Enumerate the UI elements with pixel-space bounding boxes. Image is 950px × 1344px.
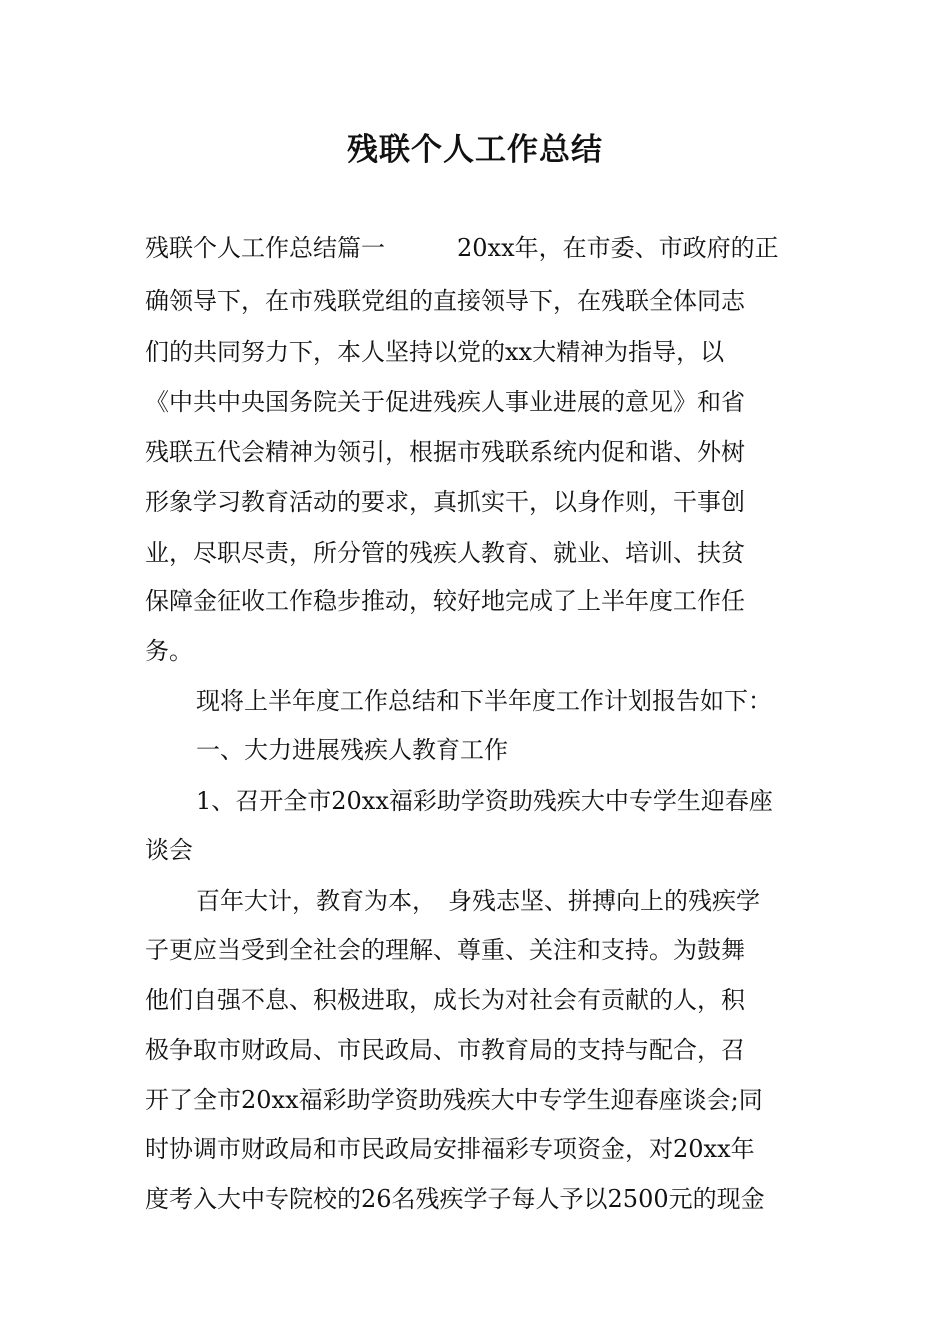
paragraph-line: 业，尽职尽责，所分管的残疾人教育、就业、培训、扶贫 bbox=[145, 539, 745, 567]
section-heading: 一、大力进展残疾人教育工作 bbox=[196, 736, 508, 764]
subsection-heading-cont: 谈会 bbox=[145, 836, 193, 864]
paragraph-line: 极争取市财政局、市民政局、市教育局的支持与配合，召 bbox=[145, 1036, 745, 1064]
paragraph-line: 百年大计，教育为本， 身残志坚、拼搏向上的残疾学 bbox=[196, 887, 760, 915]
paragraph-line: 残联五代会精神为领引，根据市残联系统内促和谐、外树 bbox=[145, 438, 745, 466]
paragraph-line: 务。 bbox=[145, 637, 193, 665]
paragraph-line: 子更应当受到全社会的理解、尊重、关注和支持。为鼓舞 bbox=[145, 936, 745, 964]
subsection-heading: 1、召开全市20xx福彩助学资助残疾大中专学生迎春座 bbox=[196, 787, 773, 815]
paragraph-line: 确领导下，在市残联党组的直接领导下，在残联全体同志 bbox=[145, 287, 745, 315]
paragraph-line: 《中共中央国务院关于促进残疾人事业进展的意见》和省 bbox=[145, 388, 745, 416]
paragraph-line: 开了全市20xx福彩助学资助残疾大中专学生迎春座谈会;同 bbox=[145, 1086, 763, 1114]
paragraph-line: 形象学习教育活动的要求，真抓实干，以身作则，干事创 bbox=[145, 488, 745, 516]
document-title: 残联个人工作总结 bbox=[347, 132, 603, 168]
paragraph-line: 他们自强不息、积极进取，成长为对社会有贡献的人，积 bbox=[145, 986, 745, 1014]
paragraph-line: 现将上半年度工作总结和下半年度工作计划报告如下： bbox=[196, 687, 772, 715]
paragraph-line: 保障金征收工作稳步推动，较好地完成了上半年度工作任 bbox=[145, 587, 745, 615]
paragraph-line: 们的共同努力下，本人坚持以党的xx大精神为指导，以 bbox=[145, 338, 725, 366]
paragraph-line: 时协调市财政局和市民政局安排福彩专项资金，对20xx年 bbox=[145, 1135, 755, 1163]
paragraph-line: 度考入大中专院校的26名残疾学子每人予以2500元的现金 bbox=[145, 1185, 765, 1213]
paragraph-line: 残联个人工作总结篇一 20xx年，在市委、市政府的正 bbox=[145, 234, 779, 262]
